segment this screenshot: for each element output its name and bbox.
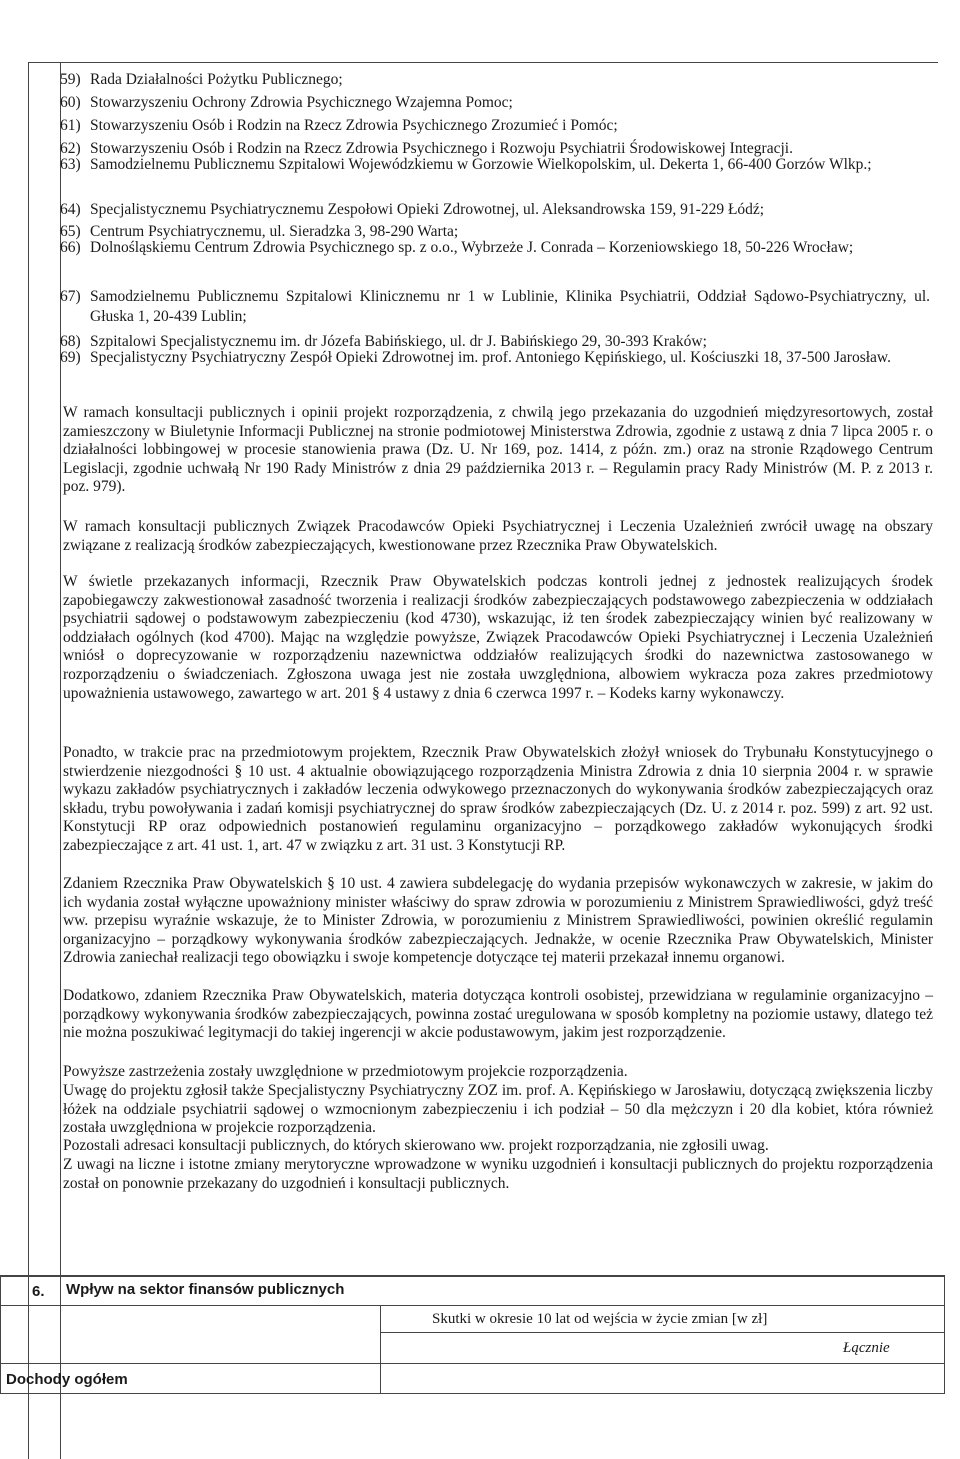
- paragraph-text: W świetle przekazanych informacji, Rzecznik Praw Obywatelskich podczas kontroli jednej z jednostek realizujących środek zapobiegawczy zakwestionował zasadność tworzenia i realizacji środków zabezpieczających podstawowego zabezpieczenia w oddziałach psychiatrii sądowej o podstawowym zabezpieczeniu (kod 4730), wskazując, iż ten środek zabezpieczający winien być realizowany w oddziałach ogólnych (kod 4700). Mając na względzie powyższe, Związek Pracodawców Opieki Psychiatrycznej i Leczenia Uzależnień wniósł o doprecyzowanie w rozporządzeniu nazewnictwa oddziałów realizujących środki do nazewnictwa zastosowanego w rozporządzeniu o świadczeniach. Zgłoszona uwaga jest nie została uwzględniona, albowiem wykracza poza zakres przedmiotowy upoważnienia ustawowego, zawartego w art. 201 § 4 ustawy z dnia 6 czerwca 1997 r. – Kodeks karny wykonawczy.: [63, 573, 933, 702]
- table-top-border: [0, 1275, 945, 1277]
- table-row-top-border: [0, 1363, 945, 1364]
- subdelegation-paragraph: [63, 875, 933, 968]
- jaroslaw-remark-paragraph: [63, 1082, 933, 1138]
- list-item-number: 66): [60, 239, 81, 256]
- paragraph-text: Zdaniem Rzecznika Praw Obywatelskich § 10 ust. 4 zawiera subdelegację do wydania przepisów wykonawczych w zakresie, w jakim do ich wydania został wyłączne upoważniony minister właściwy do spraw zdrowia w porozumieniu z Ministrem Sprawiedliwości, gdyż treść ww. przepisu wyraźnie wskazuje, że to Minister Zdrowia, w porozumieniu z Ministrem Sprawiedliwości, powinien określić regulamin organizacyjno – porządkowy wykonywania środków zabezpieczających. Jednakże, w ocenie Rzecznika Praw Obywatelskich, Minister Zdrowia zaniechał realizacji tego obowiązku i swoje kompetencje dotyczące tej materii przekazał innemu organowi.: [63, 875, 933, 967]
- paragraph-text: Pozostali adresaci konsultacji publicznych, do których skierowano ww. projekt rozporządzania, nie zgłosili uwag.: [63, 1137, 769, 1154]
- union-remark-paragraph: [63, 518, 933, 555]
- table-left-border: [0, 1275, 1, 1393]
- table-label-divider: [380, 1305, 381, 1393]
- list-item: [60, 116, 930, 136]
- list-item-text: Centrum Psychiatrycznemu, ul. Sieradzka 3, 98-290 Warta;: [90, 223, 459, 240]
- paragraph-text: W ramach konsultacji publicznych i opinii projekt rozporządzenia, z chwilą jego przekazania do uzgodnień międzyresortowych, został zamieszczony w Biuletynie Informacji Publicznej na stronie podmiotowej Ministerstwa Zdrowia, zgodnie z ustawą z dnia 7 lipca 2005 r. o działalności lobbingowej w procesie stanowienia prawa (Dz. U. Nr 169, poz. 1414, z późn. zm.) oraz na stronie Rządowego Centrum Legislacji, zgodnie uchwałą Nr 190 Rady Ministrów z dnia 29 października 2013 r. – Regulamin pracy Rady Ministrów (M. P. z 2013 r. poz. 979).: [63, 404, 933, 496]
- paragraph-text: Uwagę do projektu zgłosił także Specjalistyczny Psychiatryczny ZOZ im. prof. A. Kępińskiego w Jarosławiu, dotyczącą zwiększenia liczby łóżek na oddziale psychiatrii sądowej o wzmocnionym zabezpieczeniu i ich podział – 50 dla mężczyzn i 20 dla kobiet, która również została uwzględniona w projekcie rozporządzenia.: [63, 1082, 933, 1137]
- list-item-number: 59): [60, 71, 81, 88]
- list-item-number: 64): [60, 201, 81, 218]
- list-item-number: 67): [60, 288, 81, 305]
- list-item-text: Stowarzyszeniu Osób i Rodzin na Rzecz Zdrowia Psychicznego Zrozumieć i Pomóc;: [90, 117, 618, 134]
- paragraph-text: Ponadto, w trakcie prac na przedmiotowym projektem, Rzecznik Praw Obywatelskich złożył wniosek do Trybunału Konstytucyjnego o stwierdzenie niezgodności § 10 ust. 4 aktualnie obowiązującego rozporządzenia Ministra Zdrowia z dnia 10 sierpnia 2004 r. w sprawie wykazu zakładów psychiatrycznych i zakładów leczenia odwykowego przeznaczonych do wykonywania środków zabezpieczających oraz składu, trybu powoływania i zadań komisji psychiatrycznej do spraw środków zabezpieczających (Dz. U. z 2014 r. poz. 599) z art. 92 ust. Konstytucji RP oraz odpowiednich postanowień regulaminu organizacyjno – porządkowego zakładów wykonujących środki zabezpieczające z art. 41 ust. 1, art. 47 w związku z art. 31 ust. 3 Konstytucji RP.: [63, 744, 933, 854]
- paragraph-text: Powyższe zastrzeżenia zostały uwzględnione w przedmiotowym projekcie rozporządzenia.: [63, 1063, 628, 1080]
- list-item: [60, 287, 930, 331]
- list-item: [60, 200, 930, 220]
- resubmission-paragraph: [63, 1156, 933, 1193]
- list-item-number: 68): [60, 333, 81, 350]
- ombudsman-inspection-paragraph: [63, 573, 933, 703]
- list-item-number: 61): [60, 117, 81, 134]
- revenue-row-label: Dochody ogółem: [6, 1371, 128, 1388]
- paragraph-text: Z uwagi na liczne i istotne zmiany merytoryczne wprowadzone w wyniku uzgodnień i konsultacji publicznych do projektu rozporządzenia został on ponownie przekazany do uzgodnień i konsultacji publicznych.: [63, 1156, 933, 1192]
- paragraph-text: W ramach konsultacji publicznych Związek Pracodawców Opieki Psychiatrycznej i Leczenia Uzależnień zwrócił uwagę na obszary związane z realizacją środków zabezpieczających, kwestionowane przez Rzecznika Praw Obywatelskich.: [63, 518, 933, 554]
- constitutional-motion-paragraph: [63, 744, 933, 856]
- table-header-border: [0, 1305, 945, 1306]
- consultation-paragraph: [63, 404, 933, 497]
- top-frame-line: [28, 62, 938, 63]
- table-effects-border: [380, 1332, 945, 1333]
- paragraph-text: Dodatkowo, zdaniem Rzecznika Praw Obywatelskich, materia dotycząca kontroli osobistej, przewidziana w regulaminie organizacyjno – porządkowy wykonywania środków zabezpieczających, powinna zostać uregulowana w sposób kompletny na poziomie ustawy, dlatego też nie można poszukiwać legitymacji do takiej ingerencji w akcie podustawowym, jakim jest rozporządzenie.: [63, 987, 933, 1042]
- list-item-number: 60): [60, 94, 81, 111]
- list-item: [60, 238, 930, 282]
- list-item: [60, 155, 930, 199]
- list-item-text: Rada Działalności Pożytku Publicznego;: [90, 71, 343, 88]
- list-item: [60, 93, 930, 113]
- list-item-number: 63): [60, 156, 81, 173]
- list-item-text: Samodzielnemu Publicznemu Szpitalowi Wojewódzkiemu w Gorzowie Wielkopolskim, ul. Dekerta 1, 66-400 Gorzów Wlkp.;: [90, 156, 872, 173]
- no-remarks-paragraph: [63, 1137, 933, 1156]
- table-row-bottom-border: [0, 1393, 945, 1394]
- table-right-border: [944, 1275, 945, 1393]
- list-item-number: 65): [60, 223, 81, 240]
- left-margin-line: [28, 62, 29, 1459]
- list-item-text: Specjalistycznemu Psychiatrycznemu Zespołowi Opieki Zdrowotnej, ul. Aleksandrowska 159, 91-229 Łódź;: [90, 201, 765, 218]
- accepted-remarks-paragraph: [63, 1063, 933, 1082]
- list-item-number: 69): [60, 349, 81, 366]
- effects-header: Skutki w okresie 10 lat od wejścia w życie zmian [w zł]: [432, 1311, 768, 1327]
- list-item-text: Dolnośląskiemu Centrum Zdrowia Psychicznego sp. z o.o., Wybrzeże J. Conrada – Korzeniowskiego 18, 50-226 Wrocław;: [90, 239, 854, 256]
- list-item: [60, 70, 930, 90]
- list-item-number: 62): [60, 140, 81, 157]
- section-title: Wpływ na sektor finansów publicznych: [66, 1281, 345, 1298]
- personal-search-paragraph: [63, 987, 933, 1043]
- section-number: 6.: [32, 1283, 45, 1300]
- list-item-text: Specjalistyczny Psychiatryczny Zespół Opieki Zdrowotnej im. prof. Antoniego Kępińskiego, ul. Kościuszki 18, 37-500 Jarosław.: [90, 349, 891, 366]
- list-item: [60, 348, 930, 392]
- list-item-text: Stowarzyszeniu Ochrony Zdrowia Psychicznego Wzajemna Pomoc;: [90, 94, 513, 111]
- total-header: Łącznie: [843, 1340, 890, 1356]
- list-item-text: Stowarzyszeniu Osób i Rodzin na Rzecz Zdrowia Psychicznego i Rozwoju Psychiatrii Środowiskowej Integracji.: [90, 140, 793, 157]
- list-item-text: Samodzielnemu Publicznemu Szpitalowi Klinicznemu nr 1 w Lublinie, Klinika Psychiatrii, Oddział Sądowo-Psychiatryczny, ul. Głuska 1, 20-439 Lublin;: [90, 288, 930, 325]
- list-item-text: Szpitalowi Specjalistycznemu im. dr Józefa Babińskiego, ul. dr J. Babińskiego 29, 30-393 Kraków;: [90, 333, 707, 350]
